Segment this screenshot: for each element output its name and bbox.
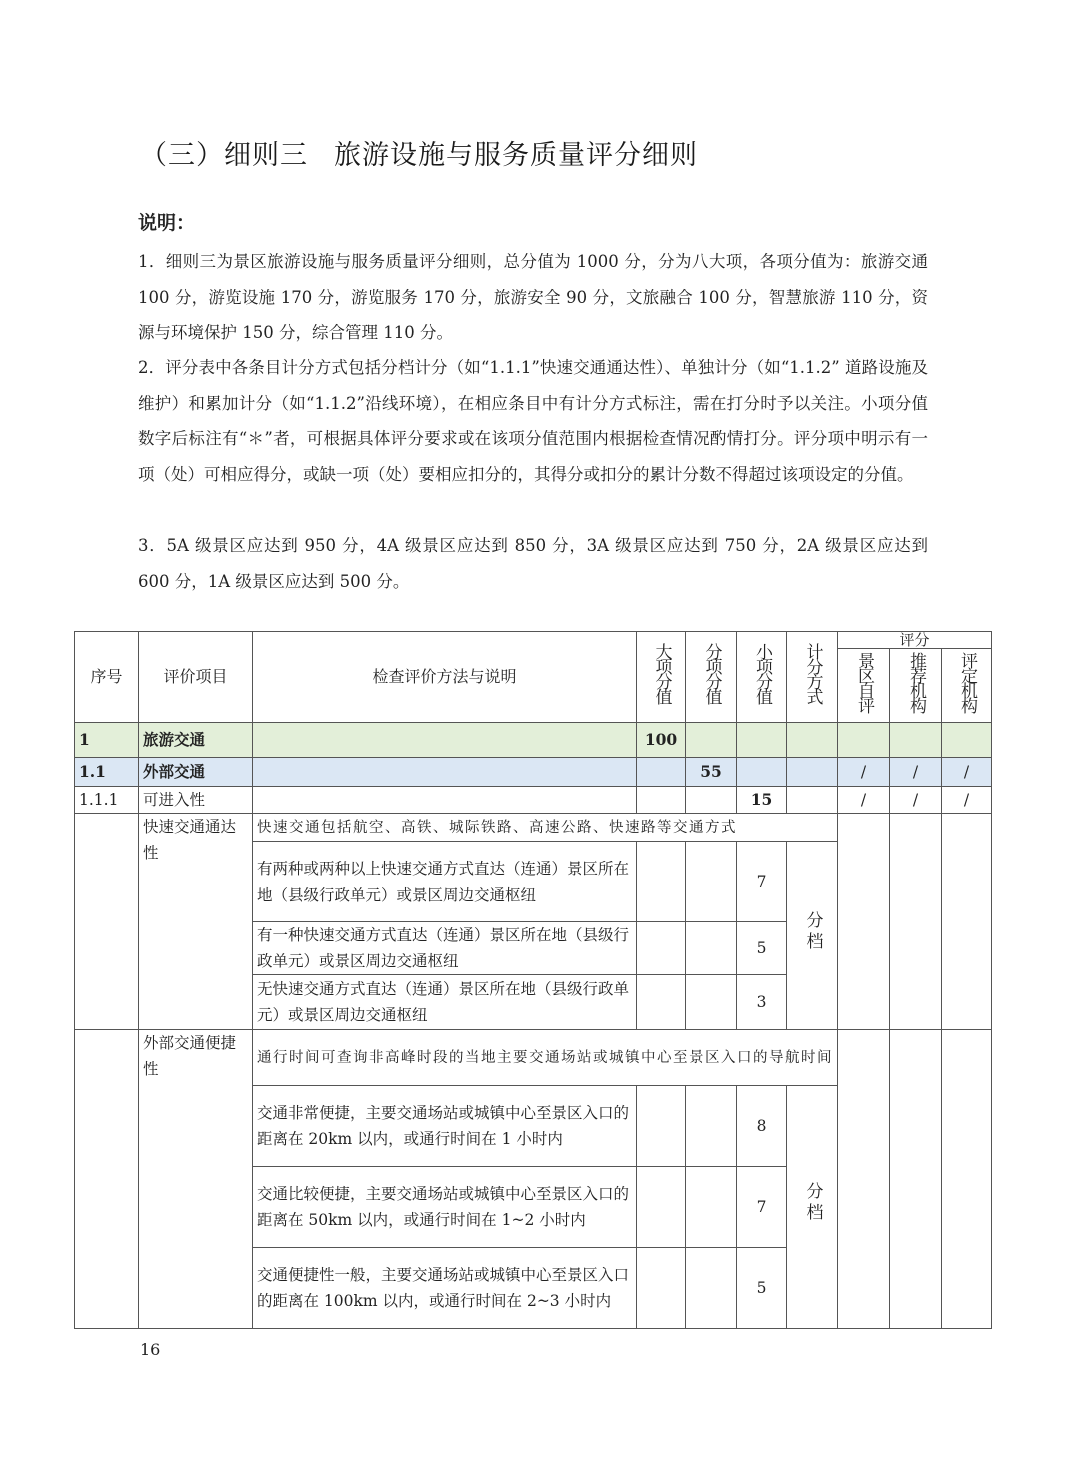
scoring-mode [787, 1086, 838, 1329]
criterion-level-text: 无快速交通方式直达（连通）景区所在地（县级行政单元）或景区周边交通枢纽 [253, 975, 637, 1030]
criterion-level-text: 交通比较便捷，主要交通场站或城镇中心至景区入口的距离在 50km 以内，或通行时间在 1~2 小时内 [253, 1167, 637, 1248]
row-recommend-score: / [890, 758, 942, 787]
table-row [75, 787, 992, 814]
intro-paragraph-2: 2．评分表中各条目计分方式包括分档计分（如“1.1.1”快速交通通达性）、单独计分（如“1.1.2” 道路设施及维护）和累加计分（如“1.1.2”沿线环境），在相应条目中有计分方式标注，需在打分时予以关注。小项分值数字后标注有“＊”者，可根据具体评分要求或在该项分值范围内根据检查情况酌情打分。评分项中明示有一项（处）可相应得分，或缺一项（处）要相应扣分的，其得分或扣分的累计分数不得超过该项设定的分值。 [138, 358, 928, 484]
row-assess-score: / [942, 787, 992, 814]
row-recommend-score: / [890, 787, 942, 814]
row-self-score: / [838, 787, 890, 814]
criterion-level-score: 5 [737, 1248, 787, 1329]
table-row [75, 723, 992, 758]
criterion-level-text: 有两种或两种以上快速交通方式直达（连通）景区所在地（县级行政单元）或景区周边交通枢纽 [253, 842, 637, 922]
header-mode-label: 计分方式 [802, 643, 823, 703]
row-item: 外部交通 [139, 758, 253, 787]
row-self-score: / [838, 758, 890, 787]
intro-paragraph-3: 3．5A 级景区应达到 950 分，4A 级景区应达到 850 分，3A 级景区应达到 750 分，2A 级景区应达到 600 分，1A 级景区应达到 500 分。 [138, 536, 928, 591]
intro-paragraph-1: 1．细则三为景区旅游设施与服务质量评分细则，总分值为 1000 分，分为八大项，各项分值为：旅游交通 100 分，游览设施 170 分，游览服务 170 分，旅游安全 90 分，文旅融合 100 分，智慧旅游 110 分，资源与环境保护 150 分，综合管理 110 分。 [138, 252, 928, 342]
table-row [75, 814, 992, 842]
scoring-mode-label: 分档 [802, 1182, 823, 1224]
header-score: 评分 [838, 632, 992, 649]
criterion-level-text: 有一种快速交通方式直达（连通）景区所在地（县级行政单元）或景区周边交通枢纽 [253, 922, 637, 975]
header-recommend-label: 推荐机构 [906, 651, 926, 712]
table-row [75, 758, 992, 787]
header-assess [942, 649, 992, 723]
row-seq: 1.1 [75, 758, 139, 787]
header-self [838, 649, 890, 723]
row-sub: 55 [686, 758, 737, 787]
header-method: 检查评价方法与说明 [253, 632, 637, 723]
row-item: 旅游交通 [139, 723, 253, 758]
criterion-level-score: 3 [737, 975, 787, 1030]
intro-heading: 说明： [138, 212, 196, 234]
scoring-mode-label: 分档 [802, 910, 823, 953]
page-number: 16 [140, 1340, 161, 1359]
scoring-table [74, 631, 992, 1329]
row-seq: 1.1.1 [75, 787, 139, 814]
header-recommend [890, 649, 942, 723]
header-minor [737, 632, 787, 723]
header-assess-label: 评定机构 [957, 651, 977, 712]
header-self-label: 景区自评 [854, 651, 874, 712]
table-row [75, 1030, 992, 1086]
criterion-level-text: 交通非常便捷，主要交通场站或城镇中心至景区入口的距离在 20km 以内，或通行时间在 1 小时内 [253, 1086, 637, 1167]
criterion-name: 快速交通通达性 [139, 814, 253, 1030]
criterion-level-score: 7 [737, 842, 787, 922]
header-major-label: 大项分值 [651, 643, 672, 703]
title-main: 旅游设施与服务质量评分细则 [334, 140, 698, 171]
header-seq: 序号 [75, 632, 139, 723]
title-prefix: （三）细则三 [140, 140, 308, 171]
header-sub [686, 632, 737, 723]
page-title [140, 133, 698, 172]
criterion-intro: 通行时间可查询非高峰时段的当地主要交通场站或城镇中心至景区入口的导航时间 [253, 1030, 838, 1086]
header-major [637, 632, 686, 723]
criterion-intro: 快速交通包括航空、高铁、城际铁路、高速公路、快速路等交通方式 [253, 814, 838, 842]
row-seq: 1 [75, 723, 139, 758]
criterion-level-score: 8 [737, 1086, 787, 1167]
row-major: 100 [637, 723, 686, 758]
header-sub-label: 分项分值 [701, 643, 722, 703]
header-mode [787, 632, 838, 723]
criterion-level-text: 交通便捷性一般，主要交通场站或城镇中心至景区入口的距离在 100km 以内，或通行时间在 2~3 小时内 [253, 1248, 637, 1329]
row-minor: 15 [737, 787, 787, 814]
header-item: 评价项目 [139, 632, 253, 723]
scoring-mode [787, 842, 838, 1030]
row-item: 可进入性 [139, 787, 253, 814]
criterion-name: 外部交通便捷性 [139, 1030, 253, 1329]
header-minor-label: 小项分值 [752, 643, 772, 703]
row-assess-score: / [942, 758, 992, 787]
criterion-level-score: 5 [737, 922, 787, 975]
criterion-level-score: 7 [737, 1167, 787, 1248]
